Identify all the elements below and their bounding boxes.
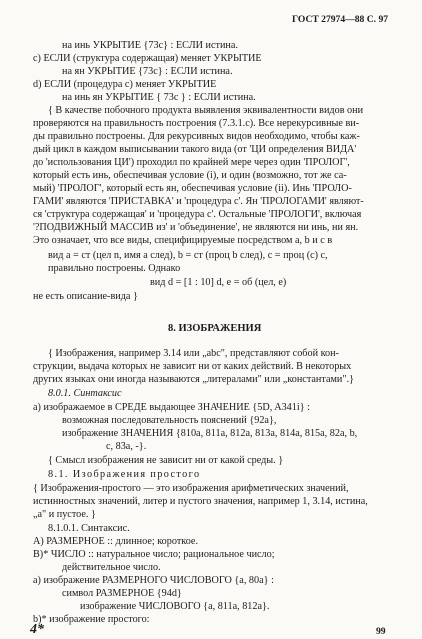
paragraph-line: до 'использования ЦИ') проходил по крайней мере через один 'ПРОЛОГ', (33, 157, 350, 168)
syntax-rule: B)* ЧИСЛО :: натуральное число; рациональное число; (33, 549, 275, 560)
syntax-rule: A) РАЗМЕРНОЕ :: длинное; короткое. (33, 536, 198, 547)
page-number: 99 (376, 626, 386, 637)
paragraph-line: проверяются на правильность построения (7.3.1.c). Все нерекурсивные ви- (33, 118, 360, 129)
paragraph-line: { Изображения, например 3.14 или „abc", представляют собой кон- (48, 348, 339, 359)
paragraph-line: ГАМИ' являются 'ПРИСТАВКА' и 'процедура с'. Ян 'ПРОЛОГАМИ' являют- (33, 196, 364, 207)
top-line: на инь ян УКРЫТИЕ { 73c } : ЕСЛИ истина. (62, 92, 256, 103)
subsection-heading: 8.0.1. Синтаксис (48, 388, 122, 399)
paragraph-line: ся 'структура содержащая' и 'процедура с'. Остальные 'ПРОЛОГИ', включая (33, 209, 362, 220)
syntax-rule: изображение ЗНАЧЕНИЯ {810a, 811a, 812a, 813a, 814a, 815a, 82a, b, (62, 428, 358, 439)
top-line: c) ЕСЛИ (структура содержащая) меняет УКРЫТИЕ (33, 53, 262, 64)
top-line: на ян УКРЫТИЕ {73c} : ЕСЛИ истина. (62, 66, 233, 77)
top-line: на инь УКРЫТИЕ {73c} : ЕСЛИ истина. (62, 40, 238, 51)
syntax-rule: c, 83a, -}. (106, 441, 147, 452)
syntax-rule: a) изображение РАЗМЕРНОГО ЧИСЛОВОГО {a, 80a} : (33, 575, 274, 586)
note: { Смысл изображения не зависит ни от какой среды. } (48, 455, 284, 466)
syntax-rule: a) изображаемое в СРЕДЕ выдающее ЗНАЧЕНИЕ {5D, A341i} : (33, 402, 310, 413)
paragraph-end: не есть описание-вида } (33, 291, 138, 302)
syntax-rule: действительное число. (62, 562, 161, 573)
subsection-heading: 8.1. Изображения простого (48, 469, 201, 480)
subsection-heading: 8.1.0.1. Синтаксис. (48, 523, 130, 534)
page-header: ГОСТ 27974—88 С. 97 (292, 14, 389, 25)
paragraph-line: струкции, выдача которых не зависит ни от каких действий. В некоторых (33, 361, 352, 372)
paragraph-line: ды правильно построены. Для рекурсивных видов необходимо, чтобы каж- (33, 131, 360, 142)
signature-mark: 4* (30, 622, 44, 637)
paragraph-line: мый) 'ПРОЛОГ', который есть ян, обеспечивая условие (ii). Инь 'ПРОЛО- (33, 183, 352, 194)
formula-continuation: правильно построены. Однако (48, 263, 181, 274)
formula: вид а = ст (цел n, имя а след), b = ст (проц b след), с = проц (с) с, (48, 250, 328, 261)
paragraph-line: { Изображения-простого — это изображения арифметических значений, (33, 483, 349, 494)
paragraph-line: '?ПОДВИЖНЫЙ МАССИВ из' и 'объединение', не являются ни инь, ни ян. (33, 222, 359, 233)
paragraph-line: { В качестве побочного продукта выявления эквивалентности видов они (48, 105, 364, 116)
paragraph-line: дый цикл в каждом выписывании такого вида (от 'ЦИ определения ВИДА' (33, 144, 357, 155)
paragraph-line: который есть инь, обеспечивая условие (i), и один (возможно, тот же са- (33, 170, 347, 181)
syntax-rule: изображение ЧИСЛОВОГО {a, 811a, 812a}. (80, 601, 270, 612)
formula: вид d = [1 : 10] d, e = об (цел, е) (150, 277, 287, 288)
paragraph-line: „а" и пустое. } (33, 509, 96, 520)
syntax-rule: b)* изображение простого: (33, 614, 150, 625)
top-line: d) ЕСЛИ (процедура с) меняет УКРЫТИЕ (33, 79, 217, 90)
paragraph-line: истинностных значений, литер и пустого значения, например 1, 3.14, истина, (33, 496, 368, 507)
paragraph-line: Это означает, что все виды, специфицируемые посредством а, b и с в (33, 235, 333, 246)
syntax-rule: возможная последовательность пояснений {92a}, (62, 415, 277, 426)
syntax-rule: символ РАЗМЕРНОЕ {94d} (62, 588, 182, 599)
section-title: 8. ИЗОБРАЖЕНИЯ (168, 323, 262, 334)
paragraph-line: других языках они иногда называются „литералами" или „константами".} (33, 374, 354, 385)
